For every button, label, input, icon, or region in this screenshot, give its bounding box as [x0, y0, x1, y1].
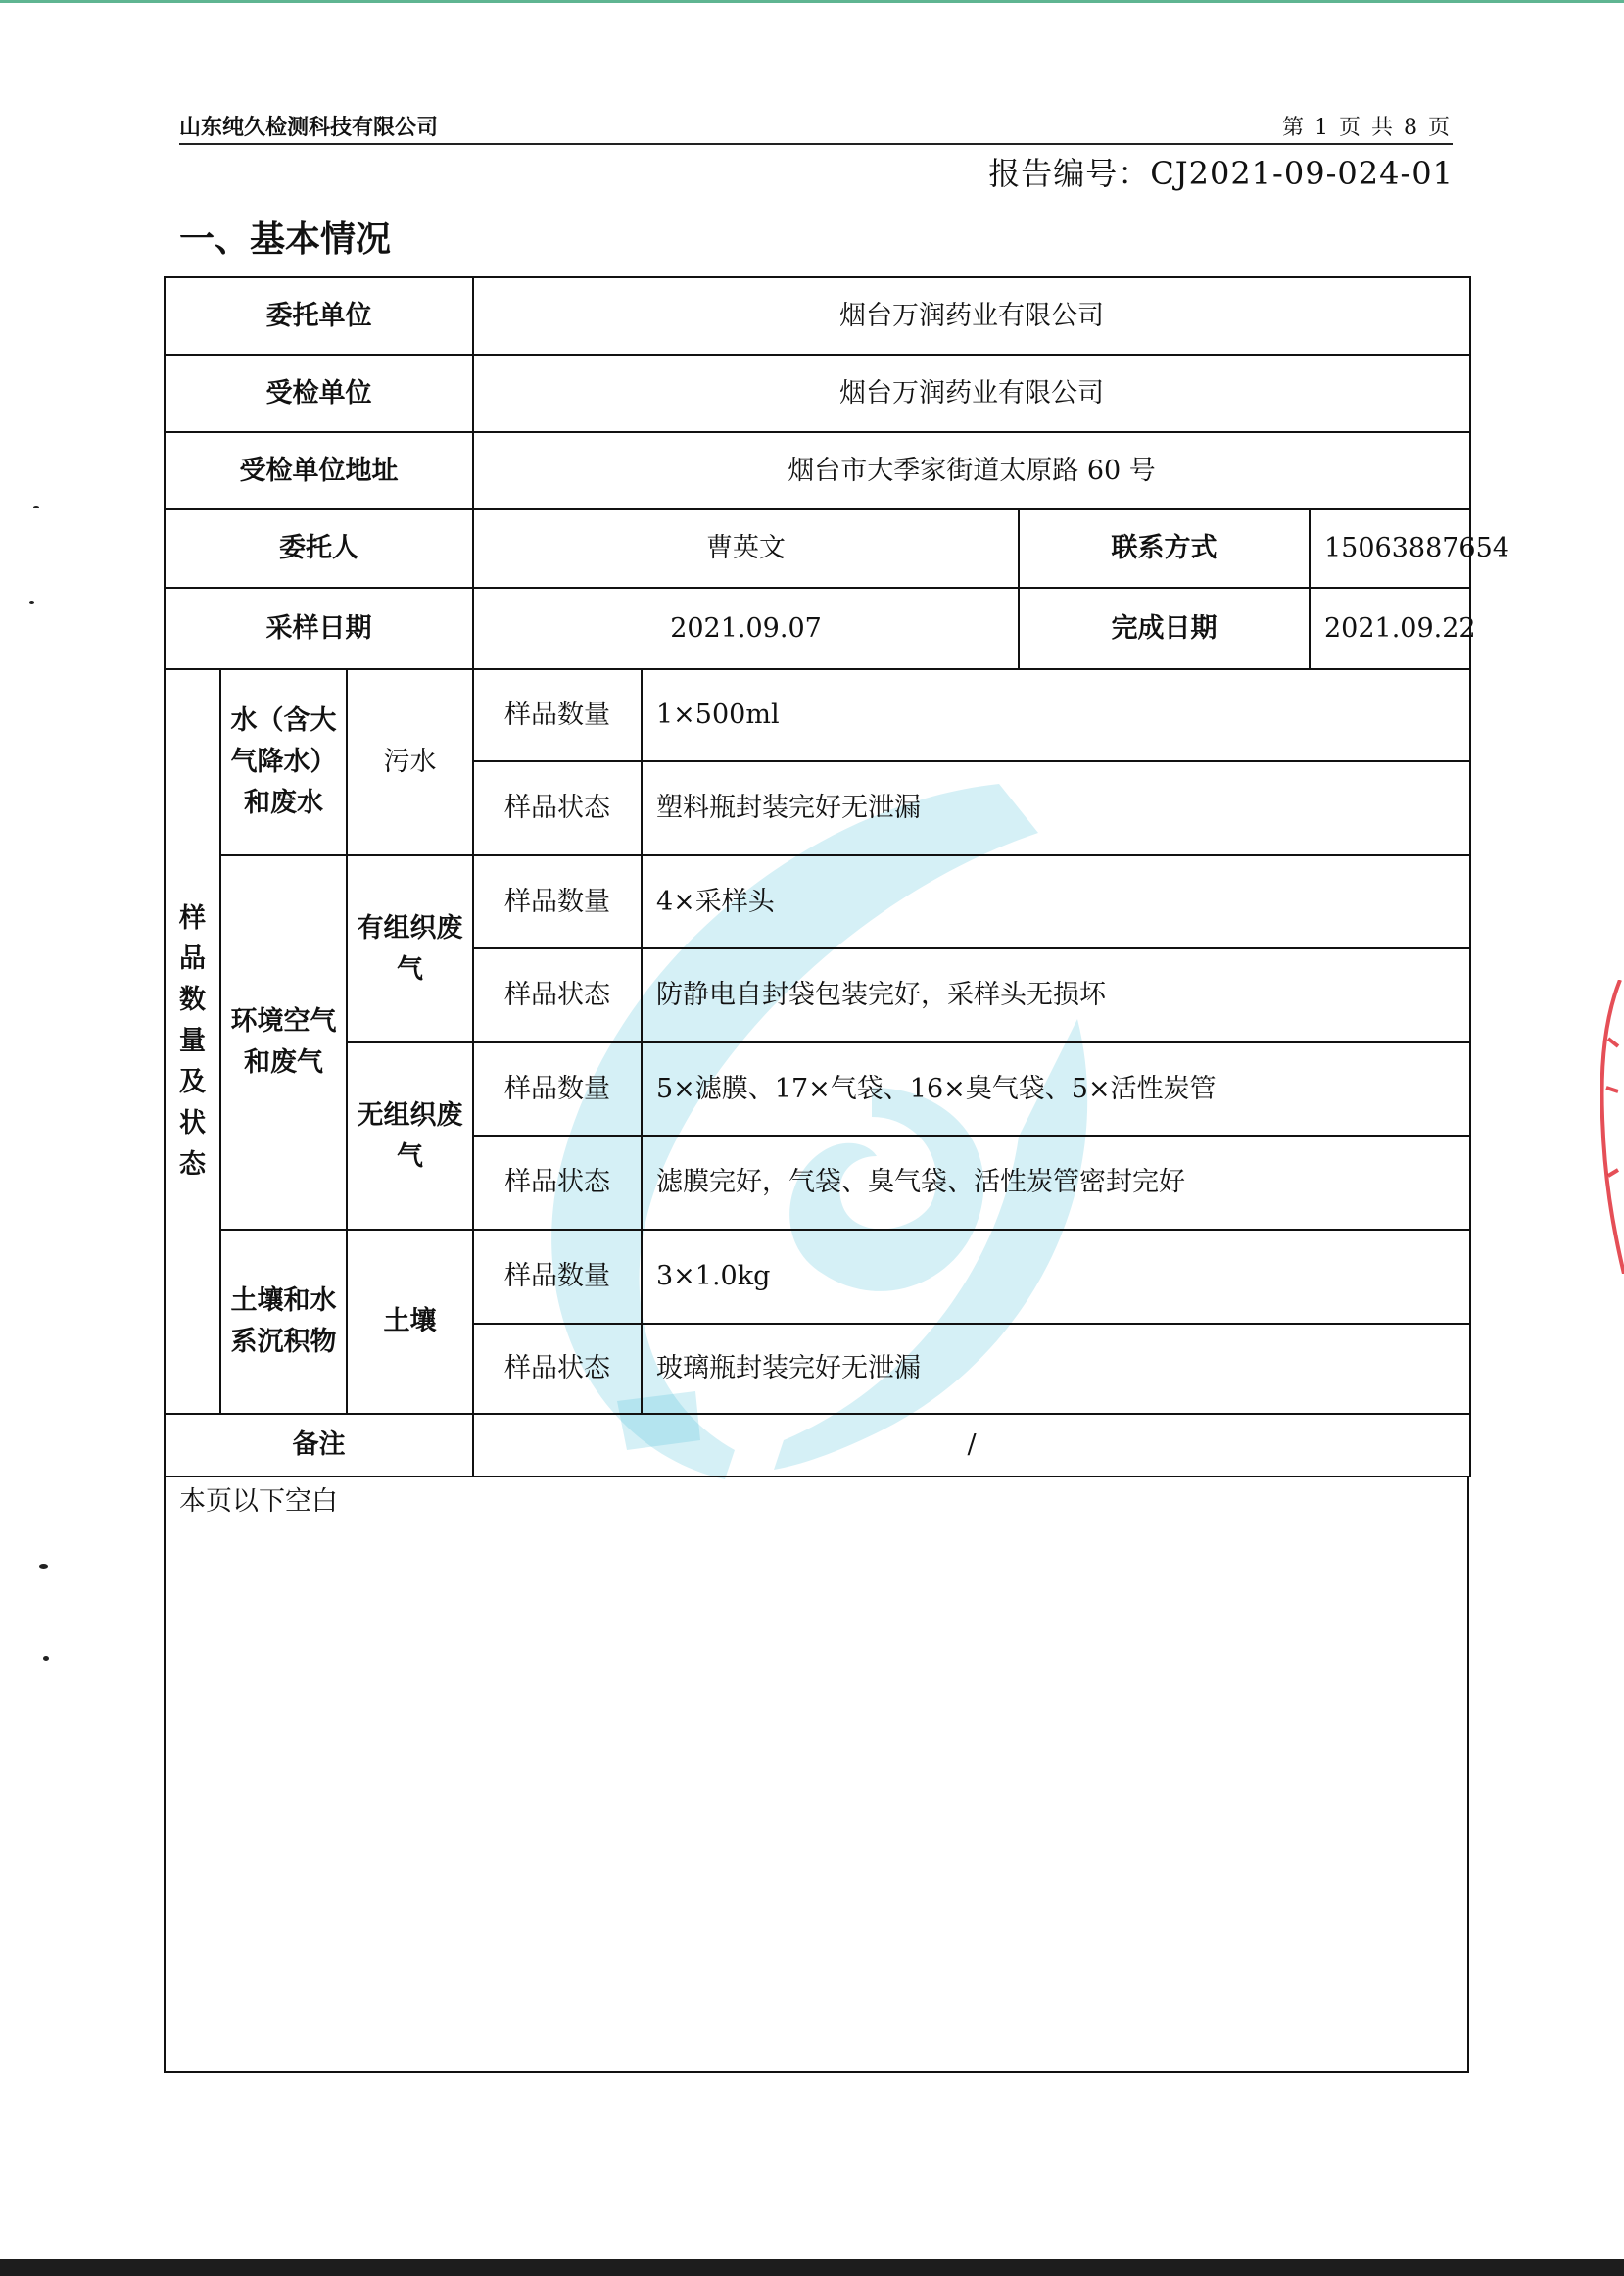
sample-group-label: 样 品 数 量 及 状 态 — [165, 669, 220, 1414]
row-inspected-unit — [165, 355, 1470, 432]
address-value: 烟台市大季家街道太原路 60 号 — [473, 432, 1470, 509]
water-type: 污水 — [347, 669, 473, 855]
unorganized-quantity-label: 样品数量 — [473, 1042, 642, 1136]
soil-state-value: 玻璃瓶封装完好无泄漏 — [642, 1324, 1470, 1414]
section-title: 一、基本情况 — [179, 219, 392, 260]
header-divider — [179, 143, 1453, 145]
row-dates — [165, 588, 1470, 669]
soil-category: 土壤和水系沉积物 — [220, 1230, 347, 1414]
row-client — [165, 277, 1470, 355]
red-seal-stamp — [1595, 980, 1624, 1274]
water-state-value: 塑料瓶封装完好无泄漏 — [642, 761, 1470, 855]
air-category: 环境空气和废气 — [220, 855, 347, 1230]
sampling-date-value: 2021.09.07 — [473, 588, 1019, 669]
unorganized-quantity-value: 5×滤膜、17×气袋、16×臭气袋、5×活性炭管 — [642, 1042, 1470, 1136]
organized-gas-type: 有组织废气 — [347, 855, 473, 1042]
row-address — [165, 432, 1470, 509]
scan-speck — [29, 601, 34, 604]
top-rule — [0, 0, 1624, 3]
inspected-unit-value: 烟台万润药业有限公司 — [473, 355, 1470, 432]
report-number: 报告编号：CJ2021-09-024-01 — [988, 155, 1454, 192]
page-info: 第 1 页 共 8 页 — [1282, 116, 1452, 140]
row-water-quantity — [165, 669, 1470, 761]
scan-speck — [43, 1656, 49, 1661]
remarks-value: / — [473, 1414, 1470, 1477]
contact-method-label: 联系方式 — [1019, 509, 1310, 588]
sampling-date-label: 采样日期 — [165, 588, 473, 669]
soil-type: 土壤 — [347, 1230, 473, 1414]
scan-speck — [39, 1564, 48, 1569]
contact-person-label: 委托人 — [165, 509, 473, 588]
soil-quantity-label: 样品数量 — [473, 1230, 642, 1324]
row-organized-quantity — [165, 855, 1470, 948]
completion-date-value: 2021.09.22 — [1310, 588, 1470, 669]
row-soil-quantity — [165, 1230, 1470, 1324]
soil-state-label: 样品状态 — [473, 1324, 642, 1414]
row-remarks — [165, 1414, 1470, 1477]
water-state-label: 样品状态 — [473, 761, 642, 855]
blank-note: 本页以下空白 — [179, 1486, 338, 1517]
address-label: 受检单位地址 — [165, 432, 473, 509]
unorganized-state-value: 滤膜完好，气袋、臭气袋、活性炭管密封完好 — [642, 1136, 1470, 1230]
contact-person-value: 曹英文 — [473, 509, 1019, 588]
inspected-unit-label: 受检单位 — [165, 355, 473, 432]
client-value: 烟台万润药业有限公司 — [473, 277, 1470, 355]
scan-speck — [33, 506, 39, 508]
unorganized-state-label: 样品状态 — [473, 1136, 642, 1230]
organized-quantity-value: 4×采样头 — [642, 855, 1470, 948]
water-quantity-value: 1×500ml — [642, 669, 1470, 761]
company-name: 山东纯久检测科技有限公司 — [179, 116, 439, 140]
organized-quantity-label: 样品数量 — [473, 855, 642, 948]
contact-method-value: 15063887654 — [1310, 509, 1470, 588]
scan-bottom-edge — [0, 2259, 1624, 2276]
unorganized-gas-type: 无组织废气 — [347, 1042, 473, 1230]
basic-info-table — [164, 276, 1509, 1477]
row-unorganized-quantity — [165, 1042, 1470, 1136]
completion-date-label: 完成日期 — [1019, 588, 1310, 669]
water-category: 水（含大气降水）和废水 — [220, 669, 347, 855]
remarks-label: 备注 — [165, 1414, 473, 1477]
row-contact — [165, 509, 1470, 588]
organized-state-label: 样品状态 — [473, 948, 642, 1042]
organized-state-value: 防静电自封袋包装完好，采样头无损坏 — [642, 948, 1470, 1042]
blank-area — [164, 1477, 1469, 2073]
soil-quantity-value: 3×1.0kg — [642, 1230, 1470, 1324]
water-quantity-label: 样品数量 — [473, 669, 642, 761]
client-label: 委托单位 — [165, 277, 473, 355]
